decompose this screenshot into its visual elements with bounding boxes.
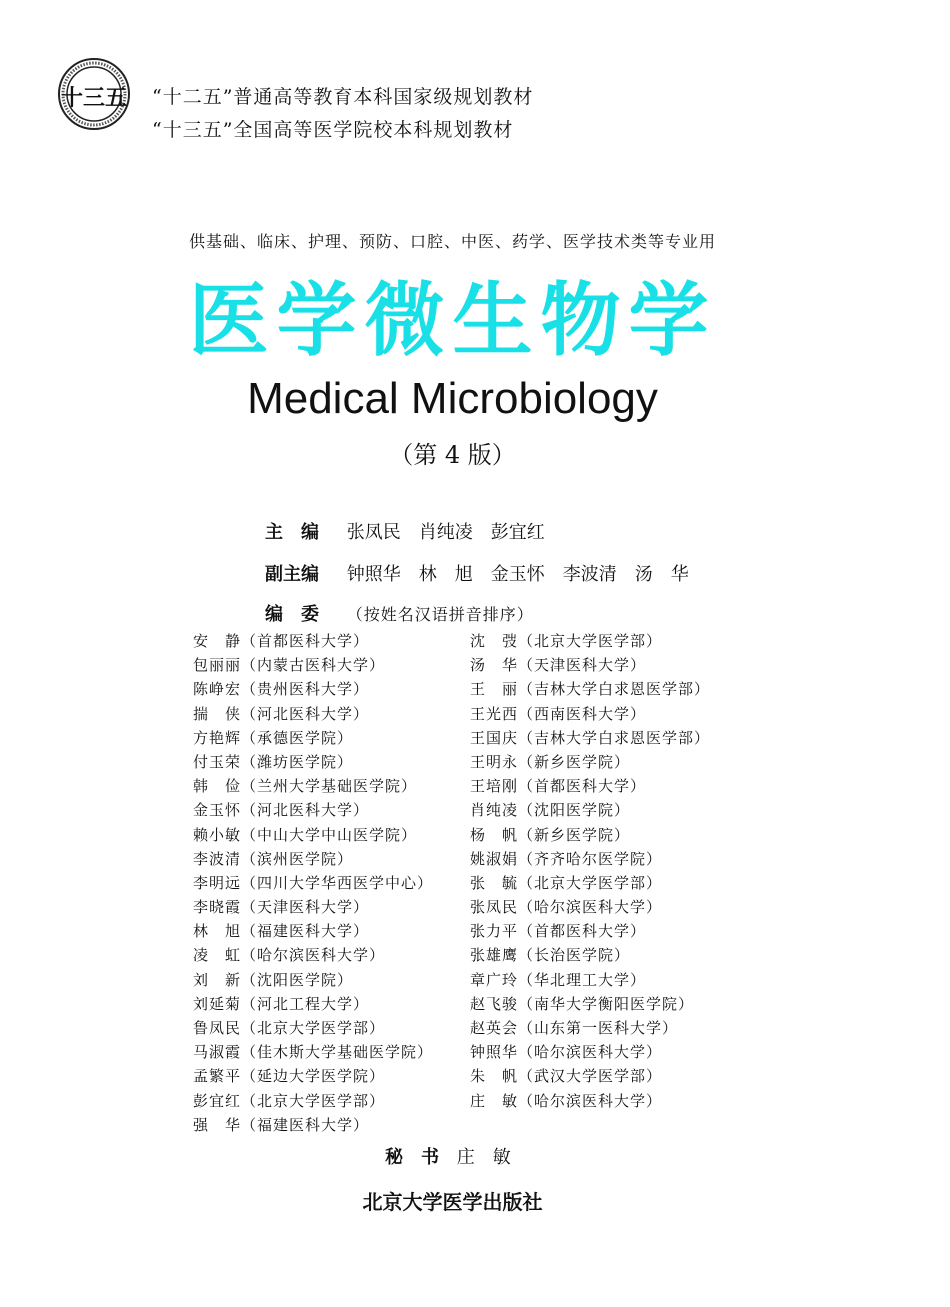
editorial-board-label: 编 委 <box>265 604 319 625</box>
board-member: 方艳辉（承德医学院） <box>193 728 354 747</box>
board-member: 庄 敏（哈尔滨医科大学） <box>470 1091 663 1110</box>
board-member: 安 静（首都医科大学） <box>193 632 370 650</box>
board-member: 揣 侠（河北医科大学） <box>193 704 370 723</box>
logo-text: 十三五 <box>60 86 128 111</box>
board-member: 刘 新（沈阳医学院） <box>193 970 354 989</box>
board-member: 王明永（新乡医学院） <box>470 752 631 771</box>
board-member: 强 华（福建医科大学） <box>193 1115 370 1134</box>
board-member: 李晓霞（天津医科大学） <box>193 898 370 917</box>
board-member: 付玉荣（潍坊医学院） <box>193 752 354 771</box>
board-member: 肖纯凌（沈阳医学院） <box>470 801 631 820</box>
deputy-editors-label: 副主编 <box>265 564 319 585</box>
board-member: 陈峥宏（贵州医科大学） <box>193 680 370 699</box>
chief-editors-names: 张凤民 肖纯凌 彭宜红 <box>346 522 545 543</box>
board-member: 王光西（西南医科大学） <box>470 704 647 723</box>
secretary-label: 秘 书 <box>385 1147 439 1168</box>
board-member: 赵英会（山东第一医科大学） <box>470 1019 679 1037</box>
board-member: 金玉怀（河北医科大学） <box>193 801 370 820</box>
board-member: 李明远（四川大学华西医学中心） <box>193 873 434 892</box>
editorial-board-note: （按姓名汉语拼音排序） <box>346 605 534 624</box>
board-member: 章广玲（华北理工大学） <box>470 970 647 989</box>
board-member: 彭宜红（北京大学医学部） <box>193 1091 386 1110</box>
board-member: 韩 俭（兰州大学基础医学院） <box>193 777 418 796</box>
chief-editors-row <box>265 518 545 544</box>
board-member: 赵飞骏（南华大学衡阳医学院） <box>470 994 695 1013</box>
board-member: 马淑霞（佳木斯大学基础医学院） <box>193 1043 434 1062</box>
audience-note: 供基础、临床、护理、预防、口腔、中医、药学、医学技术类等专业用 <box>188 232 716 251</box>
series-line-1: “十二五”普通高等教育本科国家级规划教材 <box>152 86 534 108</box>
board-member: 张力平（首都医科大学） <box>470 922 647 941</box>
board-member: 鲁凤民（北京大学医学部） <box>193 1019 386 1037</box>
secretary-row <box>385 1143 511 1169</box>
editorial-board-row <box>265 600 534 626</box>
board-members-left-column <box>193 629 433 1137</box>
board-member: 王培刚（首都医科大学） <box>470 777 647 796</box>
deputy-editors-names: 钟照华 林 旭 金玉怀 李波清 汤 华 <box>346 564 689 585</box>
board-member: 杨 帆（新乡医学院） <box>470 825 631 844</box>
board-member: 张 毓（北京大学医学部） <box>470 873 663 892</box>
board-member: 朱 帆（武汉大学医学部） <box>470 1067 663 1086</box>
board-members-right-column <box>470 629 710 1113</box>
board-member: 沈 弢（北京大学医学部） <box>470 632 663 650</box>
board-member: 王 丽（吉林大学白求恩医学部） <box>470 680 711 699</box>
board-member: 姚淑娟（齐齐哈尔医学院） <box>470 849 663 868</box>
edition-label: （第 4 版） <box>389 441 516 469</box>
board-member: 孟繁平（延边大学医学院） <box>193 1067 386 1086</box>
board-member: 赖小敏（中山大学中山医学院） <box>193 825 418 844</box>
board-member: 包丽丽（内蒙古医科大学） <box>193 656 386 675</box>
board-member: 汤 华（天津医科大学） <box>470 656 647 675</box>
secretary-name: 庄 敏 <box>456 1147 511 1168</box>
board-member: 林 旭（福建医科大学） <box>193 922 370 941</box>
board-member: 刘延菊（河北工程大学） <box>193 994 370 1013</box>
book-title-english: Medical Microbiology <box>247 374 658 423</box>
board-member: 王国庆（吉林大学白求恩医学部） <box>470 728 711 747</box>
deputy-editors-row <box>265 560 689 586</box>
board-member: 张雄鹰（长治医学院） <box>470 946 631 965</box>
chief-editors-label: 主 编 <box>265 522 319 543</box>
book-title-chinese: 医学微生物学 <box>188 273 717 367</box>
board-member: 凌 虹（哈尔滨医科大学） <box>193 946 386 965</box>
board-member: 李波清（滨州医学院） <box>193 849 354 868</box>
board-member: 张凤民（哈尔滨医科大学） <box>470 898 663 917</box>
board-member: 钟照华（哈尔滨医科大学） <box>470 1043 663 1062</box>
series-logo-icon <box>58 58 130 130</box>
publisher-name: 北京大学医学出版社 <box>362 1190 543 1214</box>
series-line-2: “十三五”全国高等医学院校本科规划教材 <box>152 119 514 141</box>
